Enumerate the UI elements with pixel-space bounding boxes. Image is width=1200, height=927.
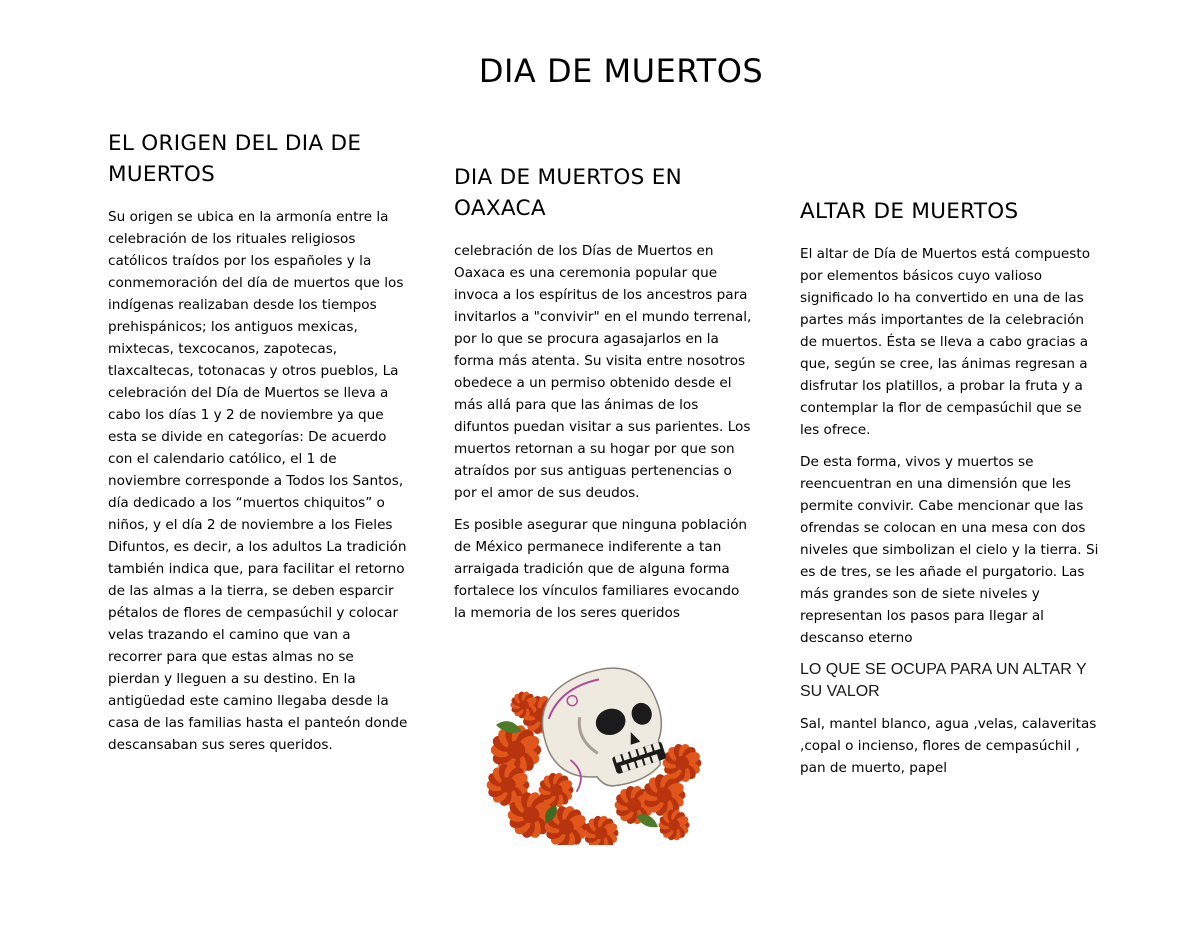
column-oaxaca: [454, 162, 754, 634]
paragraph-altar-1: El altar de Día de Muertos está compuesto por elementos básicos cuyo valioso significado lo ha convertido en una de las partes más importantes de la celebración de muertos. Ésta se lleva a cabo gracias a que, según se cree, las ánimas regresan a disfrutar los platillos, a probar la fruta y a contemplar la flor de cempasúchil que se les ofrece.: [800, 246, 1091, 438]
paragraph-oaxaca-2: Es posible asegurar que ninguna población de México permanece indiferente a tan arraigada tradición que de alguna forma fortalece los vínculos familiares evocando la memoria de los seres queridos: [454, 517, 748, 621]
sugar-skull-marigold-icon: [486, 655, 702, 845]
section-heading-altar: ALTAR DE MUERTOS: [800, 199, 1019, 224]
paragraph-altar-items: Sal, mantel blanco, agua ,velas, calaveritas ,copal o incienso, flores de cempasúchil , pan de muerto, papel: [800, 716, 1097, 776]
subheading-altar-items: LO QUE SE OCUPA PARA UN ALTAR Y SU VALOR: [800, 661, 1087, 700]
page-title: DIA DE MUERTOS: [478, 52, 764, 90]
column-altar: [800, 196, 1100, 789]
section-heading-origen: EL ORIGEN DEL DIA DE MUERTOS: [108, 131, 362, 187]
paragraph-origen-1: Su origen se ubica en la armonía entre la celebración de los rituales religiosos católicos traídos por los españoles y la conmemoración del día de muertos que los indígenas realizaban desde los tiempos prehispánicos; los antiguos mexicas, mixtecas, texcocanos, zapotecas, tlaxcaltecas, totonacas y otros pueblos, La celebración del Día de Muertos se lleva a cabo los días 1 y 2 de noviembre ya que esta se divide en categorías: De acuerdo con el calendario católico, el 1 de noviembre corresponde a Todos los Santos, día dedicado a los “muertos chiquitos” o niños, y el día 2 de noviembre a los Fieles Difuntos, es decir, a los adultos La tradición también indica que, para facilitar el retorno de las almas a la tierra, se deben esparcir pétalos de flores de cempasúchil y colocar velas trazando el camino que van a recorrer para que estas almas no se pierdan y lleguen a su destino. En la antigüedad este camino llegaba desde la casa de las familias hasta el panteón donde descansaban sus seres queridos.: [108, 209, 408, 753]
marigold-blossom: [583, 815, 619, 845]
paragraph-oaxaca-1: celebración de los Días de Muertos en Oaxaca es una ceremonia popular que invoca a los espíritus de los ancestros para invitarlos a "convivir" en el mundo terrenal, por lo que se procura agasajarlos en la forma más atenta. Su visita entre nosotros obedece a un permiso obtenido desde el más allá para que las ánimas de los difuntos puedan visitar a sus parientes. Los muertos retornan a su hogar por que son atraídos por sus antiguas pertenencias o por el amor de sus deudos.: [454, 243, 752, 501]
section-heading-oaxaca: DIA DE MUERTOS EN OAXACA: [454, 165, 682, 221]
paragraph-altar-2: De esta forma, vivos y muertos se reencuentran en una dimensión que les permite convivir. Cabe mencionar que las ofrendas se colocan en una mesa con dos niveles que simbolizan el cielo y la tierra. Si es de tres, se les añade el purgatorio. Las más grandes son de siete niveles y representan los pasos para llegar al descanso eterno: [800, 454, 1099, 646]
column-origen: [108, 128, 408, 766]
